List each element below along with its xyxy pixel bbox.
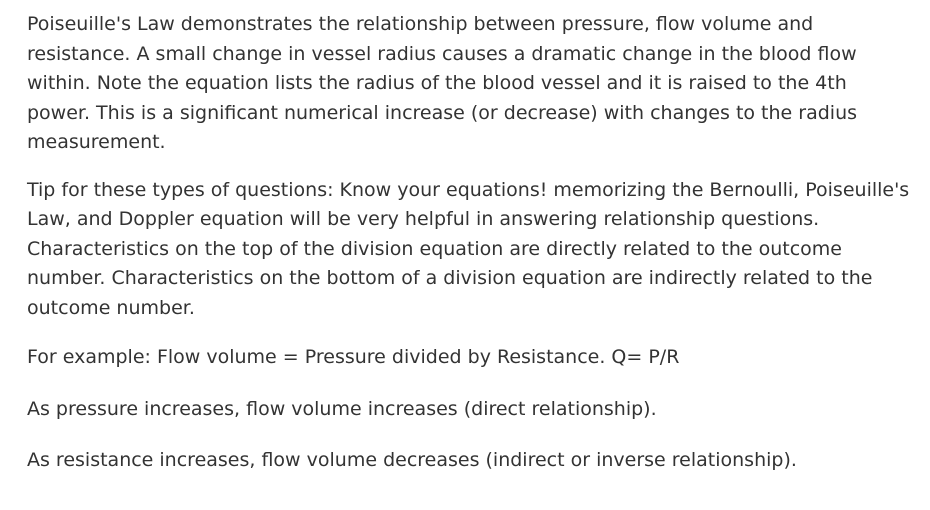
poiseuille-law-paragraph: Poiseuille's Law demonstrates the relationship between pressure, flow volume and resistance. A small change in vessel radius causes a dramatic change in the blood flow within. Note the equation lists the radius of the blood vessel and it is raised to the 4th power. This is a significant numerical increase (or decrease) with changes to the radius measurement. — [27, 13, 858, 153]
study-tip-paragraph: Tip for these types of questions: Know your equations! memorizing the Bernoulli, Poiseuille's Law, and Doppler equation will be very helpful in answering relationship questions. Characteristics on the top of the division equation are directly related to the outcome number. Characteristics on the bottom of a division equation are indirectly related to the outcome number. — [27, 178, 910, 319]
pressure-relationship-note: As pressure increases, flow volume increases (direct relationship). — [27, 397, 657, 420]
flow-equation-example: For example: Flow volume = Pressure divided by Resistance. Q= P/R — [27, 346, 680, 368]
resistance-relationship-note: As resistance increases, flow volume decreases (indirect or inverse relationship). — [27, 449, 797, 471]
